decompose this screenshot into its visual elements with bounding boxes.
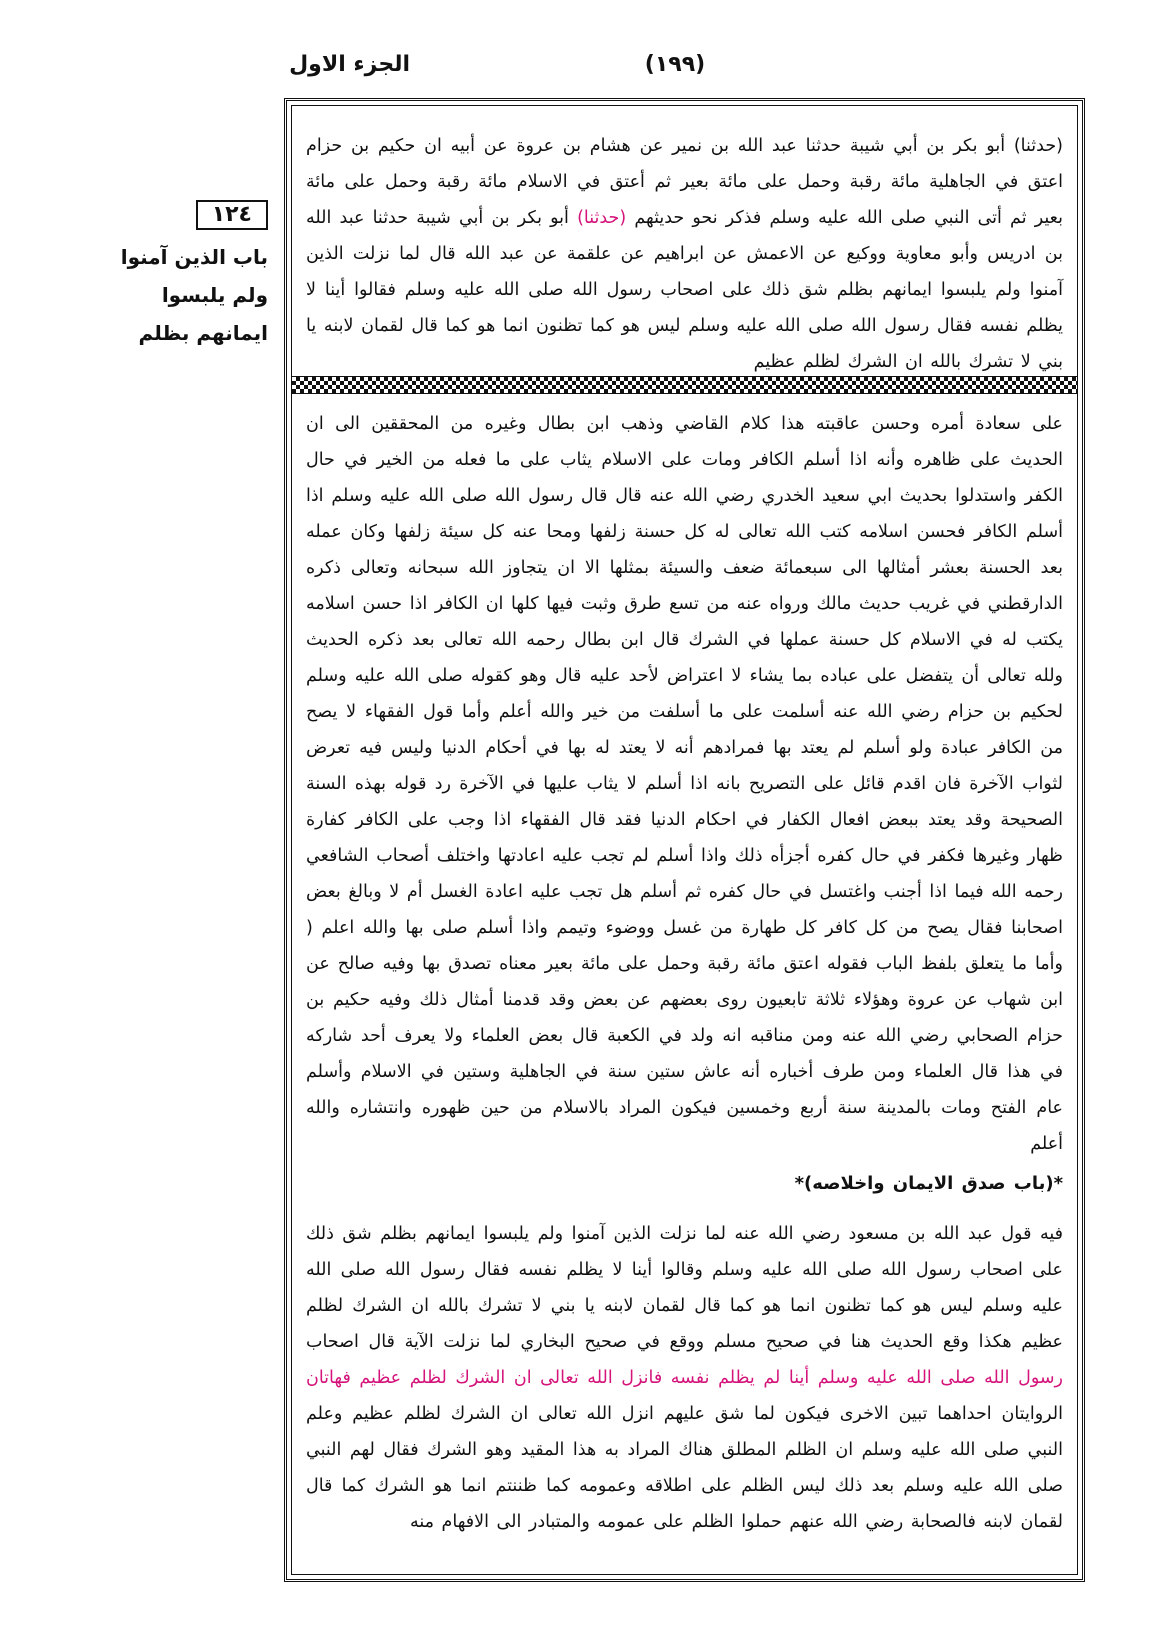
- chapter-title: باب الذين آمنوا ولم يلبسوا ايمانهم بظلم: [120, 245, 268, 345]
- page-frame: [284, 98, 1085, 1582]
- commentary-paragraph-1: على سعادة أمره وحسن عاقبته هذا كلام القاضي وذهب ابن بطال وغيره من المحققين الى ان الحديث على ظاهره وأنه اذا أسلم الكافر ومات على الاسلام يثاب على ما فعله من الخير في حال الكفر واستدلوا بحديث ابي سعيد الخدري رضي الله عنه قال قال رسول الله صلى الله عليه وسلم اذا أسلم الكافر فحسن اسلامه كتب الله تعالى له كل حسنة زلفها ومحا عنه كل سيئة زلفها وكان عمله بعد الحسنة بعشر أمثالها الى سبعمائة ضعف والسيئة بمثلها الا ان يتجاوز الله سبحانه وتعالى ذكره الدارقطني في غريب حديث مالك ورواه عنه من تسع طرق وثبت فيها كلها ان الكافر اذا حسن اسلامه يكتب له في الاسلام كل حسنة عملها في الشرك قال ابن بطال رحمه الله تعالى بعد ذكره الحديث ولله تعالى أن يتفضل على عباده بما يشاء لا اعتراض لأحد عليه قال وهو كقوله صلى الله عليه وسلم لحكيم بن حزام رضي الله عنه أسلمت على ما أسلفت من خير والله أعلم وأما قول الفقهاء لا يصح من الكافر عبادة ولو أسلم لم يعتد بها فمرادهم أنه لا يعتد له بها في أحكام الدنيا وليس فيه تعرض لثواب الآخرة فان اقدم قائل على التصريح بانه اذا أسلم لا يثاب عليها في الآخرة رد قوله بهذه السنة الصحيحة وقد يعتد ببعض افعال الكفار في احكام الدنيا فقد قال الفقهاء اذا وجب على الكافر كفارة ظهار وغيرها فكفر في حال كفره أجزأه ذلك واذا أسلم لم تجب عليه اعادتها واختلف أصحاب الشافعي رحمه الله فيما اذا أجنب واغتسل في حال كفره ثم أسلم هل تجب عليه اعادة الغسل أم لا وبالغ بعض اصحابنا فقال يصح من كل كافر كل طهارة من غسل ووضوء وتيمم واذا أسلم صلى بها والله اعلم ( وأما ما يتعلق بلفظ الباب فقوله اعتق مائة رقبة وحمل على مائة بعير معناه تصدق بها وفيه صالح عن ابن شهاب عن عروة وهؤلاء ثلاثة تابعيون روى بعضهم عن بعض وقد قدمنا أمثال ذلك وفيه حكيم بن حزام الصحابي رضي الله عنه ومن مناقبه انه ولد في الكعبة قال بعض العلماء ولا يعرف أحد شاركه في هذا قال العلماء ومن طرف أخباره أنه عاش ستين سنة في الجاهلية وستين في الاسلام وأسلم عام الفتح ومات بالمدينة سنة أربع وخمسين فيكون المراد بالاسلام من حين ظهوره وانتشاره والله أعلم: [306, 414, 1063, 1154]
- page-frame-inner: [291, 105, 1078, 1575]
- chapter-number-box: ١٢٤: [196, 200, 268, 230]
- highlighted-quote: رسول الله صلى الله عليه وسلم أينا لم يظلم نفسه فانزل الله تعالى ان الشرك لظلم عظيم فهاتان: [306, 1368, 1063, 1388]
- chapter-heading: *(باب صدق الايمان واخلاصه)*: [794, 1173, 1063, 1194]
- checkered-divider: [292, 376, 1077, 394]
- commentary-paragraph-2: [306, 1216, 1063, 1540]
- commentary-text: [292, 406, 1077, 1540]
- hadith-text-part1: (حدثنا) أبو بكر بن أبي شيبة حدثنا عبد الله بن نمير عن هشام بن عروة عن أبيه ان حكيم بن حزام اعتق في الجاهلية مائة رقبة وحمل على مائة بعير ثم أعتق في الاسلام مائة رقبة وحمل على مائة بعير ثم أتى النبي صلى الله عليه وسلم فذكر نحو حديثهم: [306, 136, 1063, 228]
- hadith-text-part3: أبو بكر بن أبي شيبة حدثنا عبد الله بن ادريس وأبو معاوية ووكيع عن الاعمش عن ابراهيم عن علقمة عن عبد الله قال لما نزلت الذين آمنوا ولم يلبسوا ايمانهم بظلم شق ذلك على اصحاب رسول الله صلى الله عليه وسلم فقالوا أينا لا يظلم نفسه فقال رسول الله صلى الله عليه وسلم ليس هو كما تظنون انما هو كما قال لقمان لابنه يا بني لا تشرك بالله ان الشرك لظلم عظيم: [306, 208, 1063, 372]
- page-number: (١٩٩): [644, 52, 706, 77]
- volume-label: الجزء الاول: [289, 52, 410, 77]
- narration-marker: (حدثنا): [577, 208, 627, 228]
- commentary-para2-start: فيه قول عبد الله بن مسعود رضي الله عنه لما نزلت الذين آمنوا ولم يلبسوا ايمانهم بظلم شق ذلك على اصحاب رسول الله صلى الله عليه وسلم وقالوا أينا لا يظلم نفسه فقال رسول الله صلى الله عليه وسلم ليس هو كما تظنون انما هو كما قال لقمان لابنه يا بني لا تشرك بالله ان الشرك لظلم عظيم هكذا وقع الحديث هنا في صحيح مسلم ووقع في صحيح البخاري لما نزلت الآية قال اصحاب: [306, 1224, 1063, 1352]
- hadith-text: [292, 128, 1077, 380]
- hadith-paragraph: [306, 128, 1063, 380]
- commentary-para2-end: الروايتان احداهما تبين الاخرى فيكون لما شق عليهم انزل الله تعالى ان الشرك لظلم عظيم وعلم النبي صلى الله عليه وسلم ان الظلم المطلق هناك المراد به هذا المقيد وهو الشرك فقال لهم النبي صلى الله عليه وسلم بعد ذلك ليس الظلم على اطلاقه وعمومه كما ظننتم انما هو الشرك كما قال لقمان لابنه فالصحابة رضي الله عنهم حملوا الظلم على عمومه والمتبادر الى الافهام منه: [306, 1404, 1063, 1532]
- margin-note: [88, 200, 268, 352]
